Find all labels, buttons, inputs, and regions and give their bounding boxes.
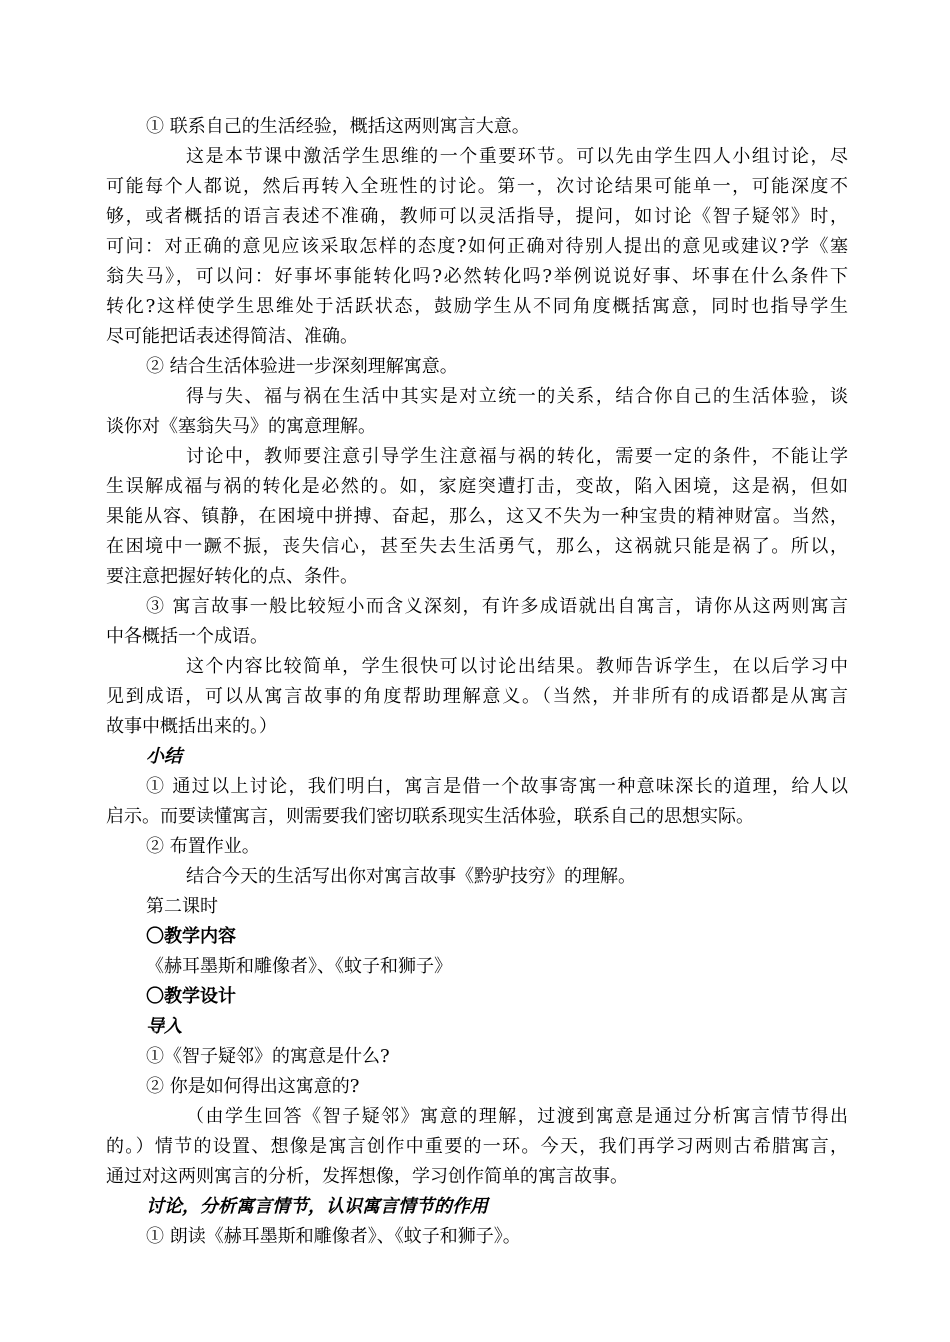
text-line: 翁失马》，可以问：好事坏事能转化吗?必然转化吗?举例说说好事、坏事在什么条件下 [106, 266, 848, 287]
text-line: 小结 [146, 746, 182, 767]
text-line: 讨论中，教师要注意引导学生注意福与祸的转化，需要一定的条件，不能让学 [186, 446, 848, 467]
text-line: 通过对这两则寓言的分析，发挥想像，学习创作简单的寓言故事。 [106, 1166, 628, 1187]
text-line: 这个内容比较简单，学生很快可以讨论出结果。教师告诉学生，在以后学习中 [186, 656, 848, 677]
text-line: 生误解成福与祸的转化是必然的。如，家庭突遭打击，变故，陷入困境，这是祸，但如 [106, 476, 848, 497]
text-line: 见到成语，可以从寓言故事的角度帮助理解意义。（当然，并非所有的成语都是从寓言 [106, 686, 848, 707]
text-line: ③ 寓言故事一般比较短小而含义深刻，有许多成语就出自寓言，请你从这两则寓言 [146, 596, 848, 617]
text-line: ① 联系自己的生活经验，概括这两则寓言大意。 [146, 116, 530, 137]
text-line: 故事中概括出来的。） [106, 716, 277, 737]
text-line: ① 通过以上讨论，我们明白，寓言是借一个故事寄寓一种意味深长的道理，给人以 [146, 776, 848, 797]
text-line: 尽可能把话表述得简洁、准确。 [106, 326, 358, 347]
text-line: 这是本节课中激活学生思维的一个重要环节。可以先由学生四人小组讨论，尽 [186, 146, 848, 167]
text-line: 够，或者概括的语言表述不准确，教师可以灵活指导，提问，如讨论《智子疑邻》时， [106, 206, 848, 227]
text-line: 果能从容、镇静，在困境中拼搏、奋起，那么，这又不失为一种宝贵的精神财富。当然， [106, 506, 848, 527]
text-line: 得与失、福与祸在生活中其实是对立统一的关系，结合你自己的生活体验，谈 [186, 386, 848, 407]
text-line: 可能每个人都说，然后再转入全班性的讨论。第一，次讨论结果可能单一，可能深度不 [106, 176, 848, 197]
text-line: ② 布置作业。 [146, 836, 260, 857]
text-line: 〇教学设计 [146, 986, 236, 1007]
text-line: 在困境中一蹶不振，丧失信心，甚至失去生活勇气，那么，这祸就只能是祸了。所以， [106, 536, 848, 557]
text-line: 谈你对《塞翁失马》的寓意理解。 [106, 416, 376, 437]
text-line: 《赫耳墨斯和雕像者》、《蚊子和狮子》 [146, 956, 452, 977]
text-line: 要注意把握好转化的点、条件。 [106, 566, 358, 587]
text-line: ① 朗读《赫耳墨斯和雕像者》、《蚊子和狮子》。 [146, 1226, 521, 1247]
text-line: 启示。而要读懂寓言，则需要我们密切联系现实生活体验，联系自己的思想实际。 [106, 806, 754, 827]
text-line: 结合今天的生活写出你对寓言故事《黔驴技穷》的理解。 [186, 866, 636, 887]
text-line: （由学生回答《智子疑邻》寓意的理解，过渡到寓意是通过分析寓言情节得出 [186, 1106, 848, 1127]
text-line: 可问：对正确的意见应该采取怎样的态度?如何正确对待别人提出的意见或建议?学《塞 [106, 236, 848, 257]
text-line: 中各概括一个成语。 [106, 626, 268, 647]
text-line: 讨论，分析寓言情节，认识寓言情节的作用 [146, 1196, 488, 1217]
text-line: 导入 [146, 1016, 182, 1037]
text-line: 的。）情节的设置、想像是寓言创作中重要的一环。今天，我们再学习两则古希腊寓言， [106, 1136, 848, 1157]
text-line: ② 结合生活体验进一步深刻理解寓意。 [146, 356, 458, 377]
text-line: ② 你是如何得出这寓意的? [146, 1076, 360, 1097]
text-line: 〇教学内容 [146, 926, 236, 947]
text-line: ①《智子疑邻》的寓意是什么? [146, 1046, 390, 1067]
text-line: 转化?这样使学生思维处于活跃状态，鼓励学生从不同角度概括寓意，同时也指导学生 [106, 296, 848, 317]
text-line: 第二课时 [146, 896, 218, 917]
